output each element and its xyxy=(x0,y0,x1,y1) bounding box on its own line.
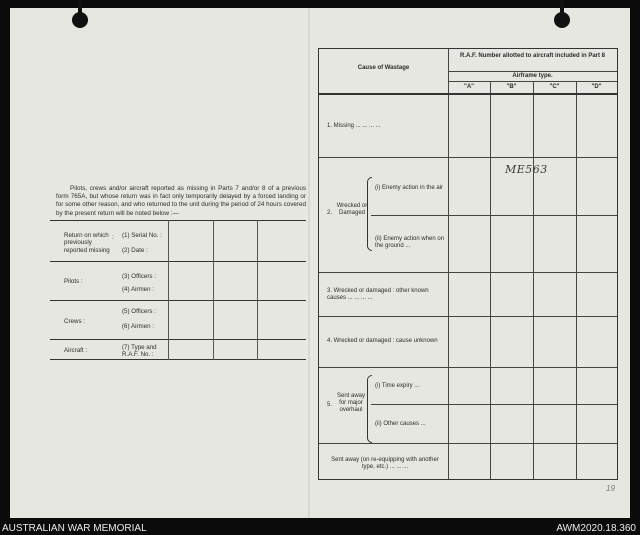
page-fold xyxy=(308,8,310,518)
sent-major-label: Sent away for major overhaul xyxy=(336,393,366,414)
airmen1-label: (4) Airmen : xyxy=(122,286,154,293)
other-causes-label: (ii) Other causes ... xyxy=(375,421,426,427)
cause-header: Cause of Wastage xyxy=(357,65,410,71)
col-c-header: "C" xyxy=(549,84,560,90)
airframe-header: Airframe type. xyxy=(512,73,553,79)
intro-paragraph: Pilots, crews and/or aircraft reported as missing in Parts 7 and/or 8 of a previous form 765A, but whose return was in fact only temporarily delayed by a forced landing or for some other reason, and who returned to the unit during the period of 24 hours covered by the present return will be noted below :— xyxy=(56,185,306,217)
document-sheet xyxy=(10,8,630,518)
row-missing-label: 1. Missing ... ... ... ... xyxy=(327,123,381,129)
returned-aircraft-table: Return on which previously reported missing : (1) Serial No. : (2) Date : Pilots : (3) Officers : (4) Airmen : Crews : (5) Officers : (6) Airmen : Aircraft : (7) Type and R.A.F. No. : xyxy=(50,220,306,360)
type-label: (7) Type and R.A.F. No. : xyxy=(122,344,157,359)
row-reequip-label: Sent away (on re-equipping with another type, etc.) ... ... ... xyxy=(331,457,439,471)
page-mark: 19 xyxy=(606,484,615,493)
brace xyxy=(367,375,372,443)
brace xyxy=(367,177,372,251)
footer-accession: AWM2020.18.360 xyxy=(556,523,636,534)
footer-institution: AUSTRALIAN WAR MEMORIAL xyxy=(2,523,147,534)
col-b-header: "B" xyxy=(506,84,517,90)
wrecked-damaged-label: Wrecked or Damaged xyxy=(336,203,368,217)
enemy-air-label: (i) Enemy action in the air xyxy=(375,185,444,191)
row5-number: 5. xyxy=(327,402,333,408)
raf-number-header: R.A.F. Number allotted to aircraft included in Part 8 xyxy=(459,53,606,59)
crews-label: Crews : xyxy=(64,318,85,325)
row-other-causes-label: 3. Wrecked or damaged : other known causes ... ... ... ... xyxy=(327,288,429,302)
officers2-label: (5) Officers : xyxy=(122,308,156,315)
serial-label: (1) Serial No. : xyxy=(122,232,162,239)
binder-hole xyxy=(72,12,88,28)
pilots-label: Pilots : xyxy=(64,278,83,285)
officers1-label: (3) Officers : xyxy=(122,273,156,280)
col-d-header: "D" xyxy=(591,84,602,90)
aircraft-label: Aircraft : xyxy=(64,347,88,354)
cause-of-wastage-table xyxy=(318,48,618,480)
handwritten-serial: ME563 xyxy=(505,163,548,176)
row2-number: 2. xyxy=(327,210,333,216)
binder-hole xyxy=(554,12,570,28)
time-expiry-label: (i) Time expiry ... xyxy=(375,383,420,389)
enemy-ground-label: (ii) Enemy action when on the ground ... xyxy=(375,236,445,250)
airmen2-label: (6) Airmen : xyxy=(122,323,154,330)
return-label: Return on which previously reported missing xyxy=(64,232,110,254)
col-a-header: "A" xyxy=(463,84,475,90)
row-cause-unknown-label: 4. Wrecked or damaged : cause unknown xyxy=(327,338,438,344)
date-label: (2) Date : xyxy=(122,247,148,254)
